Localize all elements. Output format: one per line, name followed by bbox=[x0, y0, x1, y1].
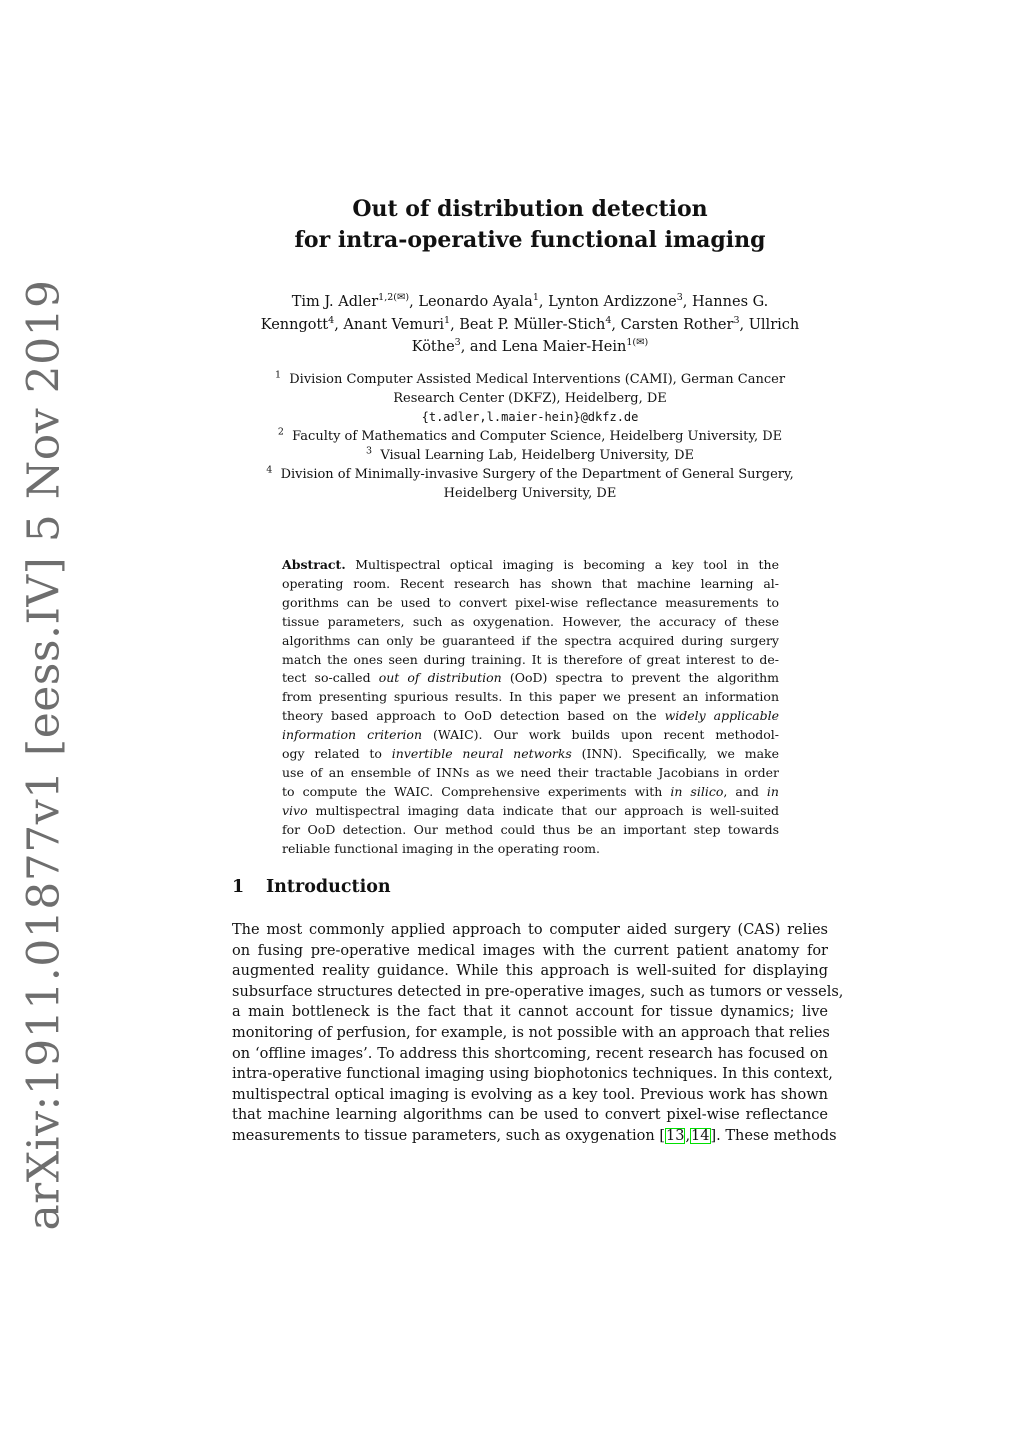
author-list bbox=[232, 291, 828, 359]
author-name: , Ullrich bbox=[739, 316, 800, 333]
abstract-line: Abstract. Multispectral optical imaging is becoming a key tool in the bbox=[282, 557, 779, 572]
section-title: Introduction bbox=[266, 877, 391, 897]
abstract-line: gorithms can be used to convert pixel-wise reflectance measurements to bbox=[282, 594, 779, 610]
affiliations bbox=[232, 370, 828, 503]
envelope-icon: ✉ bbox=[636, 337, 645, 349]
body-line: a main bottleneck is the fact that it cannot account for tissue dynamics; live bbox=[232, 1004, 828, 1021]
body-line: on fusing pre-operative medical images with the current patient anatomy for bbox=[232, 942, 828, 959]
abstract-line: information criterion (WAIC). Our work builds upon recent methodol- bbox=[282, 727, 779, 743]
abstract-line: operating room. Recent research has shown that machine learning al- bbox=[282, 575, 779, 591]
body-line: augmented reality guidance. While this approach is well-suited for displaying bbox=[232, 963, 828, 980]
affiliation-4-cont: Heidelberg University, DE bbox=[443, 486, 617, 501]
author-name: Köthe bbox=[411, 339, 455, 355]
abstract bbox=[282, 556, 779, 859]
paper-title-line: Out of distribution detection bbox=[352, 196, 708, 222]
envelope-icon: ✉ bbox=[397, 292, 406, 304]
section-heading bbox=[232, 874, 391, 900]
abstract-line: vivo multispectral imaging data indicate that our approach is well-suited bbox=[282, 802, 779, 818]
affiliation-4: $^4$ Division of Minimally-invasive Surgery of the Department of General Surgery, bbox=[266, 464, 794, 482]
abstract-line: reliable functional imaging in the operating room. bbox=[282, 840, 600, 856]
author-name: , Carsten Rother bbox=[611, 316, 734, 333]
abstract-line: to compute the WAIC. Comprehensive experiments with in silico, and in bbox=[282, 783, 779, 799]
body-line: subsurface structures detected in pre-operative images, such as tumors or vessels, bbox=[232, 983, 844, 1000]
abstract-line: for OoD detection. Our method could thus be an important step towards bbox=[282, 821, 779, 837]
affiliation-1: $^1$ Division Computer Assisted Medical Interventions (CAMI), German Cancer bbox=[274, 369, 786, 387]
affiliation-1-cont: Research Center (DKFZ), Heidelberg, DE bbox=[393, 391, 667, 406]
body-line: that machine learning algorithms can be used to convert pixel-wise reflectance bbox=[232, 1107, 828, 1124]
citation-link[interactable]: 13 bbox=[665, 1127, 685, 1144]
abstract-line: algorithms can only be guaranteed if the spectra acquired during surgery bbox=[282, 632, 779, 648]
abstract-line: from presenting spurious results. In this paper we present an information bbox=[282, 689, 779, 705]
abstract-line: tissue parameters, such as oxygenation. However, the accuracy of these bbox=[282, 613, 779, 629]
author-name: , Hannes G. bbox=[682, 294, 769, 310]
paper-title-line: for intra-operative functional imaging bbox=[294, 227, 766, 253]
author-name: , Anant Vemuri bbox=[334, 316, 445, 333]
abstract-line: tect so-called out of distribution (OoD) spectra to prevent the algorithm bbox=[282, 670, 779, 686]
author-name: Kenngott bbox=[260, 316, 329, 333]
author-line: Köthe$^3$, and Lena Maier-Hein$^{1(✉)}$ bbox=[411, 337, 649, 355]
author-name: , Leonardo Ayala bbox=[409, 294, 533, 310]
author-line: Tim J. Adler$^{1,2(✉)}$, Leonardo Ayala$^1$, Lynton Ardizzone$^3$, Hannes G. bbox=[291, 292, 769, 310]
body-line: measurements to tissue parameters, such as oxygenation [13,14]. These methods bbox=[232, 1127, 837, 1144]
author-name: , and Lena Maier-Hein bbox=[460, 339, 627, 355]
author-name: , Lynton Ardizzone bbox=[538, 294, 677, 310]
author-name: , Beat P. Müller-Stich bbox=[450, 316, 606, 333]
author-name: Tim J. Adler bbox=[291, 294, 379, 310]
abstract-line: use of an ensemble of INNs as we need their tractable Jacobians in order bbox=[282, 764, 779, 780]
body-line: intra-operative functional imaging using biophotonics techniques. In this context, bbox=[232, 1066, 833, 1083]
citation-link[interactable]: 14 bbox=[691, 1127, 710, 1144]
body-line: monitoring of perfusion, for example, is not possible with an approach that relies bbox=[232, 1024, 830, 1041]
body-line: The most commonly applied approach to computer aided surgery (CAS) relies bbox=[232, 922, 828, 938]
affiliation-3: $^3$ Visual Learning Lab, Heidelberg University, DE bbox=[366, 445, 694, 463]
paper-title bbox=[232, 194, 828, 256]
abstract-line: match the ones seen during training. It is therefore of great interest to de- bbox=[282, 651, 779, 667]
arxiv-identifier-stamp: arXiv:1911.01877v1 [eess.IV] 5 Nov 2019 bbox=[18, 279, 70, 1231]
abstract-line: theory based approach to OoD detection based on the widely applicable bbox=[282, 708, 779, 724]
abstract-line: ogy related to invertible neural networks (INN). Specifically, we make bbox=[282, 746, 779, 762]
body-line: multispectral optical imaging is evolving as a key tool. Previous work has shown bbox=[232, 1086, 828, 1103]
affiliation-2: $^2$ Faculty of Mathematics and Computer Science, Heidelberg University, DE bbox=[277, 426, 783, 444]
body-paragraph bbox=[232, 920, 844, 1147]
body-line: on ‘offline images’. To address this shortcoming, recent research has focused on bbox=[232, 1045, 828, 1062]
abstract-label: Abstract. bbox=[282, 557, 346, 572]
contact-email[interactable]: {t.adler,l.maier-hein}@dkfz.de bbox=[421, 410, 639, 424]
section-number: 1 bbox=[232, 877, 245, 897]
author-line: Kenngott$^4$, Anant Vemuri$^1$, Beat P. Müller-Stich$^4$, Carsten Rother$^3$, Ullrich bbox=[260, 314, 800, 333]
